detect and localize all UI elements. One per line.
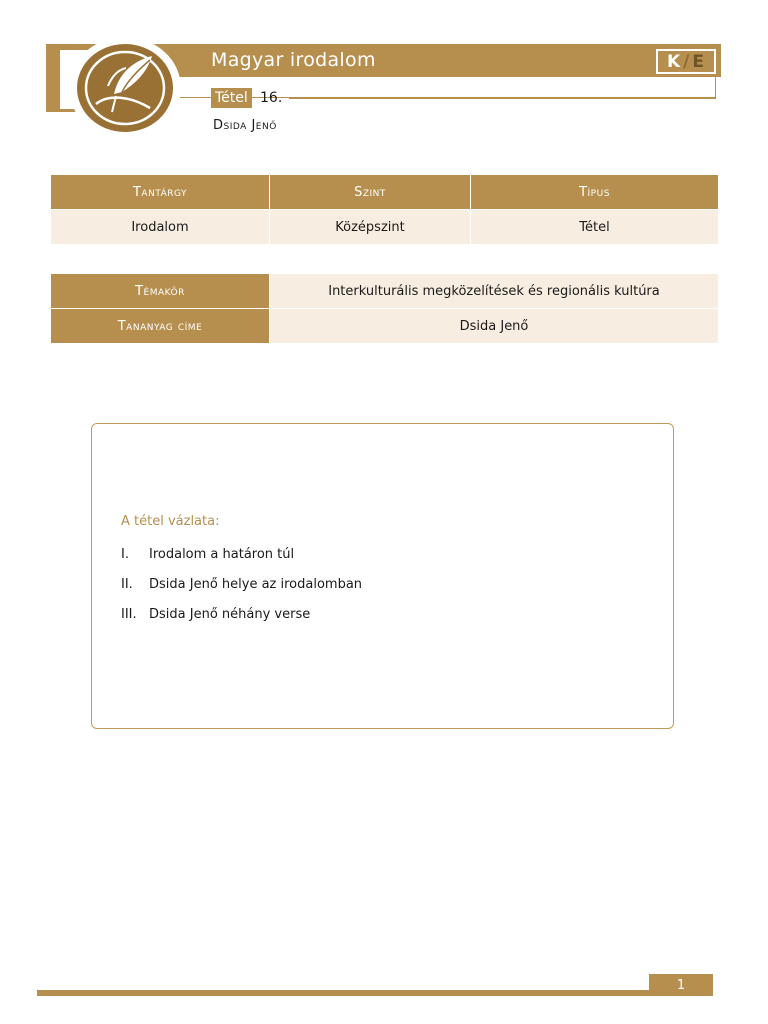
tetel-number: 16. bbox=[260, 90, 283, 106]
topic-row bbox=[51, 274, 718, 308]
topic-label: Témakör bbox=[51, 274, 270, 308]
ke-badge-e: E bbox=[692, 51, 706, 72]
tetel-label: Tétel bbox=[211, 88, 252, 108]
outline-item-text: Dsida Jenő helye az irodalomban bbox=[149, 577, 363, 592]
topic-table bbox=[51, 274, 718, 343]
header-frame-left bbox=[46, 44, 60, 112]
outline-item-number: II. bbox=[121, 577, 133, 592]
ke-badge-k: K bbox=[666, 51, 682, 72]
value-tantargy: Irodalom bbox=[51, 209, 270, 244]
outline-title: A tétel vázlata: bbox=[121, 514, 220, 529]
header-tantargy: Tantárgy bbox=[51, 175, 270, 209]
info-table-value-row bbox=[51, 209, 718, 244]
outline-item-number: III. bbox=[121, 607, 137, 622]
info-table bbox=[51, 175, 718, 244]
author-name: Dsida Jenő bbox=[213, 118, 277, 133]
material-title-value: Dsida Jenő bbox=[270, 308, 718, 343]
outline-item-text: Irodalom a határon túl bbox=[149, 547, 295, 562]
material-title-row bbox=[51, 308, 718, 343]
material-title-label: Tananyag címe bbox=[51, 308, 270, 343]
outline-item bbox=[121, 606, 362, 636]
info-table-header-row bbox=[51, 175, 718, 209]
header-tipus: Típus bbox=[471, 175, 718, 209]
ke-badge-slash: / bbox=[683, 51, 691, 72]
header-szint: Szint bbox=[270, 175, 471, 209]
page-number: 1 bbox=[649, 974, 713, 996]
footer-line bbox=[37, 990, 713, 996]
subject-title: Magyar irodalom bbox=[211, 49, 376, 71]
value-tipus: Tétel bbox=[471, 209, 718, 244]
quill-logo-icon bbox=[68, 36, 182, 140]
tetel-underline bbox=[289, 98, 716, 99]
outline-item bbox=[121, 546, 362, 576]
topic-value: Interkulturális megközelítések és regionális kultúra bbox=[270, 274, 718, 308]
ke-badge bbox=[656, 49, 716, 74]
outline-item-text: Dsida Jenő néhány verse bbox=[149, 607, 311, 622]
outline-list bbox=[121, 546, 362, 636]
value-szint: Középszint bbox=[270, 209, 471, 244]
outline-item-number: I. bbox=[121, 547, 129, 562]
outline-item bbox=[121, 576, 362, 606]
